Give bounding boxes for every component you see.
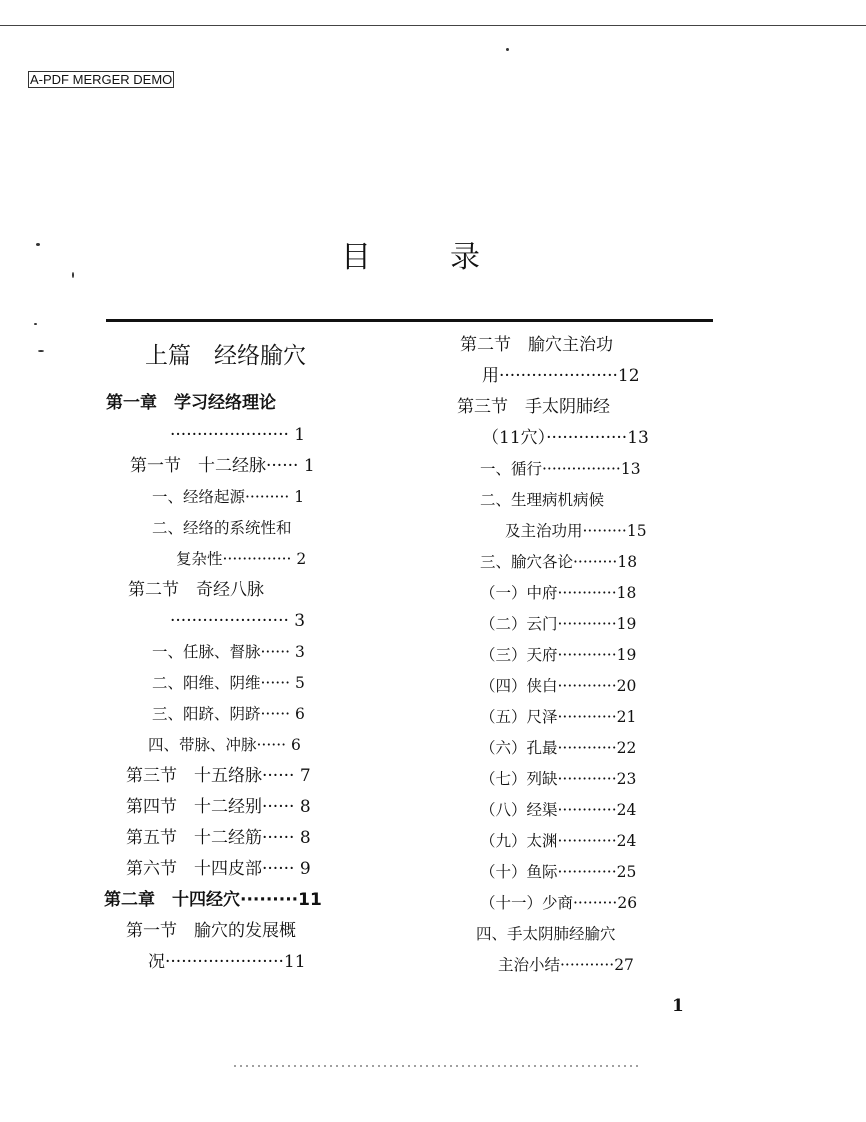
toc-entry: 三、腧穴各论·········18	[480, 553, 638, 571]
toc-entry: 三、阳跻、阴跻······ 6	[152, 705, 305, 723]
toc-entry: （十）鱼际············25	[480, 863, 637, 881]
toc-entry: 况······················11	[148, 952, 306, 972]
toc-entry: 四、带脉、冲脉······ 6	[148, 736, 301, 754]
toc-entry: 二、阳维、阴维······ 5	[152, 674, 305, 692]
toc-entry: 一、任脉、督脉······ 3	[152, 643, 305, 661]
toc-entry: （三）天府············19	[480, 646, 637, 664]
toc-entry: 第四节 十二经别······ 8	[126, 797, 311, 817]
scan-speck	[72, 272, 74, 278]
title-char-2: 录	[450, 240, 480, 275]
scan-speck	[38, 350, 44, 352]
toc-entry: （九）太渊············24	[480, 832, 637, 850]
part-heading: 上篇 经络腧穴	[145, 343, 306, 369]
toc-entry: （四）侠白············20	[480, 677, 637, 695]
toc-entry: 第二节 奇经八脉	[128, 580, 264, 600]
chapter-2-heading: 第二章 十四经穴·········11	[104, 890, 322, 910]
toc-entry: 第一节 十二经脉······ 1	[130, 456, 315, 476]
toc-entry: 用······················12	[482, 366, 640, 386]
toc-entry: （十一）少商·········26	[480, 894, 638, 912]
title-char-1: 目	[341, 240, 371, 275]
top-border-line	[0, 25, 866, 26]
chapter-1-heading: 第一章 学习经络理论	[106, 393, 276, 413]
title-rule	[106, 319, 713, 322]
toc-entry: 第二节 腧穴主治功	[460, 335, 613, 355]
scan-speck	[34, 323, 37, 325]
toc-entry: 第三节 手太阴肺经	[457, 397, 610, 417]
toc-entry: 第六节 十四皮部······ 9	[126, 859, 311, 879]
toc-entry: （六）孔最············22	[480, 739, 637, 757]
toc-entry: 二、经络的系统性和	[152, 519, 292, 537]
toc-entry: 主治小结···········27	[498, 956, 634, 974]
watermark-label: A-PDF MERGER DEMO	[30, 72, 173, 87]
toc-entry: （二）云门············19	[480, 615, 637, 633]
toc-entry: （七）列缺············23	[480, 770, 637, 788]
toc-entry: 一、经络起源········· 1	[152, 488, 305, 506]
toc-entry: （11穴）···············13	[482, 428, 649, 448]
toc-entry: 二、生理病机病候	[480, 491, 605, 509]
toc-entry: 四、手太阴肺经腧穴	[476, 925, 616, 943]
toc-entry: 一、循行················13	[480, 460, 641, 478]
toc-entry: 第五节 十二经筋······ 8	[126, 828, 311, 848]
toc-entry: 及主治功用·········15	[505, 522, 647, 540]
toc-leader-line: ······················ 3	[170, 611, 306, 631]
page-number: 1	[672, 996, 684, 1016]
toc-entry: （一）中府············18	[480, 584, 637, 602]
toc-entry: 复杂性·············· 2	[176, 550, 307, 568]
toc-leader-line: ······················ 1	[170, 425, 306, 445]
toc-entry: 第一节 腧穴的发展概	[126, 921, 296, 941]
toc-entry: 第三节 十五络脉······ 7	[126, 766, 311, 786]
scan-dotted-artifact	[234, 1065, 639, 1067]
toc-entry: （五）尺泽············21	[480, 708, 637, 726]
toc-entry: （八）经渠············24	[480, 801, 637, 819]
scan-speck	[506, 48, 509, 51]
scan-speck	[36, 243, 40, 246]
